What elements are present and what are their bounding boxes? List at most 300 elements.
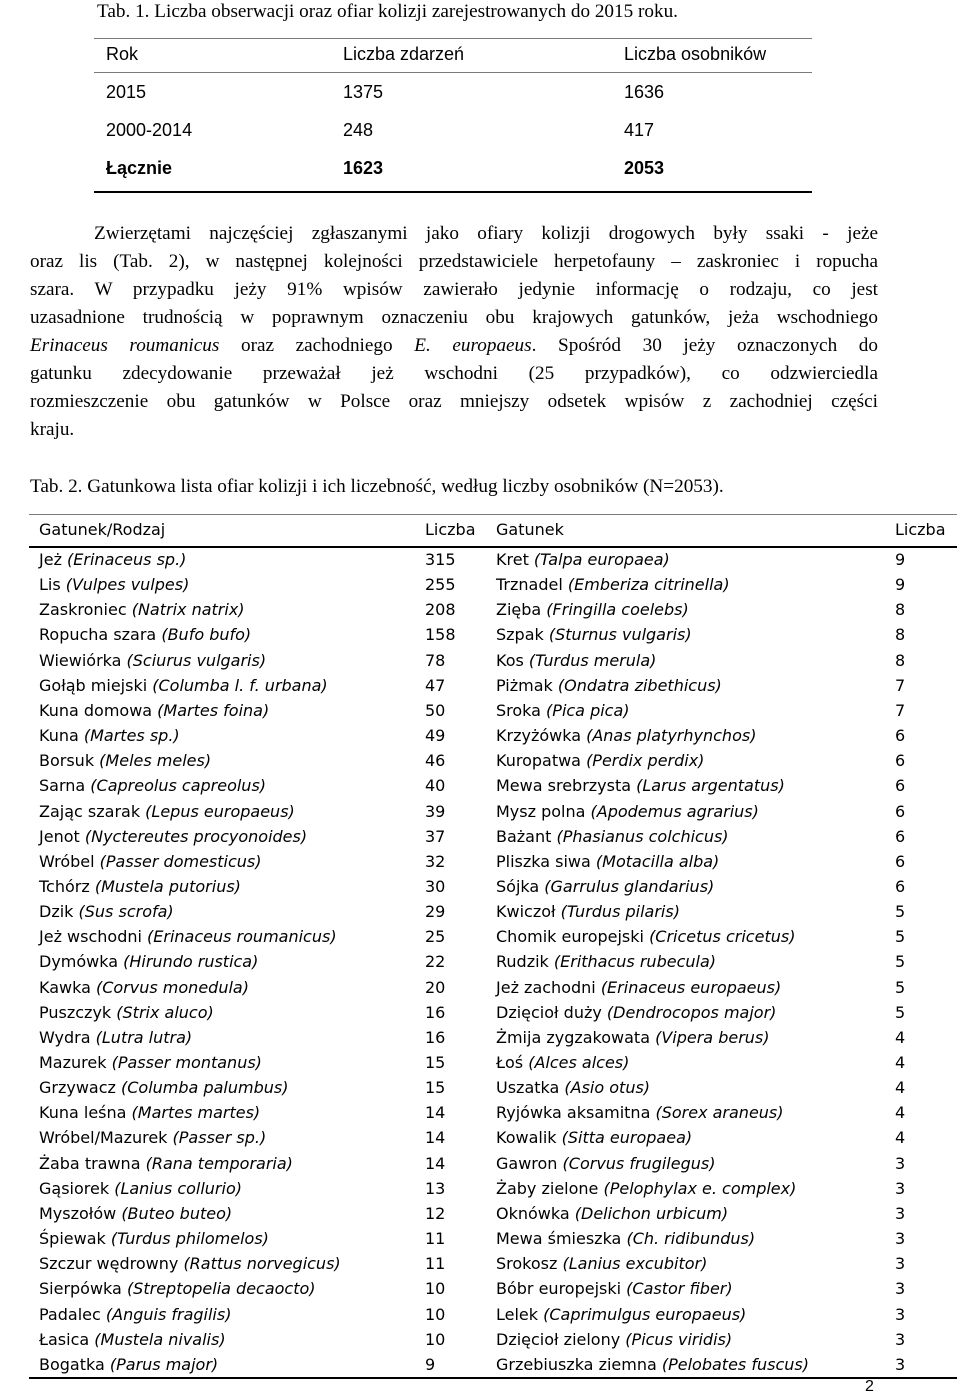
latin-name: Erinaceus roumanicus xyxy=(30,335,220,356)
count-value: 4 xyxy=(895,1128,906,1148)
cell-count-left xyxy=(425,1075,445,1100)
cell-species-right xyxy=(496,1025,770,1050)
cell-species-left xyxy=(39,1226,269,1251)
cell-count-left xyxy=(425,1201,445,1226)
cell-species-left xyxy=(39,1050,262,1075)
count-value: 9 xyxy=(895,550,906,569)
cell-species-left xyxy=(39,1201,232,1226)
latin-name: (Mustela nivalis) xyxy=(94,1329,226,1349)
cell-count-right xyxy=(895,849,905,874)
cell-count-right xyxy=(895,874,905,899)
count-value: 3 xyxy=(895,1203,906,1223)
latin-name: (Buteo buteo) xyxy=(121,1203,233,1223)
count-value: 7 xyxy=(895,675,906,695)
count-value: 3 xyxy=(895,1229,906,1249)
table-row xyxy=(29,1327,957,1352)
cell-species-left xyxy=(39,698,269,723)
paragraph-line: Zwierzętami najczęściej zgłaszanymi jako ofiary kolizji drogowych były ssaki - jeże xyxy=(94,223,878,244)
common-name: Lis xyxy=(39,575,66,595)
cell-species-left xyxy=(39,1100,260,1125)
cell-count-left xyxy=(425,622,456,647)
latin-name: (Erinaceus sp.) xyxy=(67,550,187,569)
latin-name: (Turdus merula) xyxy=(528,650,657,670)
latin-name: (Sciurus vulgaris) xyxy=(126,650,267,670)
count-value: 11 xyxy=(425,1229,446,1249)
latin-name: (Streptopelia decaocto) xyxy=(126,1279,316,1299)
latin-name: (Columba palumbus) xyxy=(121,1078,289,1098)
table1-row-year: 2000-2014 xyxy=(106,120,193,140)
count-value: 6 xyxy=(895,826,906,846)
table2-header-species: Gatunek xyxy=(496,520,564,539)
table2-caption: Tab. 2. Gatunkowa lista ofiar kolizji i ich liczebność, według liczby osobników (N=2053). xyxy=(30,476,724,497)
latin-name: (Emberiza citrinella) xyxy=(567,575,730,595)
latin-name: (Fringilla coelebs) xyxy=(546,600,689,620)
cell-species-left xyxy=(39,648,266,673)
cell-species-right xyxy=(496,547,670,572)
count-value: 4 xyxy=(895,1027,906,1047)
latin-name: (Delichon urbicum) xyxy=(574,1203,729,1223)
cell-count-right xyxy=(895,1075,905,1100)
cell-species-left xyxy=(39,622,251,647)
latin-name: (Martes sp.) xyxy=(83,726,180,746)
count-value: 11 xyxy=(425,1254,446,1274)
table-row xyxy=(29,824,957,849)
latin-name: (Natrix natrix) xyxy=(131,600,245,620)
latin-name: (Capreolus capreolus) xyxy=(90,776,267,796)
cell-species-right xyxy=(496,1075,650,1100)
count-value: 8 xyxy=(895,625,906,645)
table-row xyxy=(29,572,957,597)
common-name: Żaba trawna xyxy=(39,1153,146,1173)
latin-name: (Erinaceus europaeus) xyxy=(600,977,782,997)
count-value: 4 xyxy=(895,1103,906,1123)
latin-name: (Nyctereutes procyonoides) xyxy=(84,826,308,846)
cell-count-right xyxy=(895,899,905,924)
table-row xyxy=(29,924,957,949)
cell-count-right xyxy=(895,1251,905,1276)
cell-count-left xyxy=(425,723,445,748)
cell-count-right xyxy=(895,824,905,849)
cell-count-right xyxy=(895,597,905,622)
common-name: Gawron xyxy=(496,1153,563,1173)
common-name: Kuna leśna xyxy=(39,1103,132,1123)
latin-name: (Motacilla alba) xyxy=(595,851,720,871)
common-name: Kuropatwa xyxy=(496,751,587,771)
cell-species-left xyxy=(39,1125,266,1150)
table-row xyxy=(29,773,957,798)
latin-name: (Anguis fragilis) xyxy=(105,1304,232,1324)
common-name: Sarna xyxy=(39,776,91,796)
cell-count-left xyxy=(425,799,445,824)
common-name: Zięba xyxy=(496,600,547,620)
latin-name: (Ondatra zibethicus) xyxy=(557,675,722,695)
common-name: Jeż wschodni xyxy=(39,927,148,947)
common-name: Zając szarak xyxy=(39,801,146,821)
count-value: 6 xyxy=(895,726,906,746)
table-row xyxy=(29,1151,957,1176)
common-name: Kwiczoł xyxy=(496,902,561,922)
cell-species-left xyxy=(39,874,241,899)
common-name: Kowalik xyxy=(496,1128,562,1148)
latin-name: (Martes martes) xyxy=(131,1103,261,1123)
cell-species-left xyxy=(39,949,258,974)
cell-species-right xyxy=(496,1125,692,1150)
cell-species-left xyxy=(39,799,295,824)
cell-count-right xyxy=(895,924,905,949)
cell-count-left xyxy=(425,773,445,798)
count-value: 9 xyxy=(425,1354,436,1374)
common-name: Jenot xyxy=(39,826,85,846)
cell-species-left xyxy=(39,1176,242,1201)
latin-name: (Passer sp.) xyxy=(172,1128,267,1148)
common-name: Żmija zygzakowata xyxy=(496,1027,656,1047)
cell-species-right xyxy=(496,1176,796,1201)
count-value: 5 xyxy=(895,902,906,922)
cell-count-right xyxy=(895,1352,905,1377)
common-name: Chomik europejski xyxy=(496,927,650,947)
latin-name: (Rattus norvegicus) xyxy=(183,1254,341,1274)
cell-count-right xyxy=(895,622,905,647)
cell-species-right xyxy=(496,698,630,723)
latin-name: (Martes foina) xyxy=(157,700,270,720)
cell-count-left xyxy=(425,1050,445,1075)
cell-count-right xyxy=(895,572,905,597)
common-name: Zaskroniec xyxy=(39,600,132,620)
latin-name: (Pica pica) xyxy=(546,700,630,720)
cell-species-left xyxy=(39,723,180,748)
cell-count-left xyxy=(425,1176,445,1201)
latin-name: (Alces alces) xyxy=(528,1053,630,1072)
latin-name: (Picus viridis) xyxy=(625,1329,733,1349)
cell-count-right xyxy=(895,975,905,1000)
count-value: 16 xyxy=(425,1027,446,1047)
cell-count-left xyxy=(425,1352,435,1377)
common-name: Bóbr europejski xyxy=(496,1279,627,1299)
cell-count-left xyxy=(425,1276,445,1301)
table-row xyxy=(29,1000,957,1025)
latin-name: (Corvus frugilegus) xyxy=(562,1153,716,1173)
paragraph-line: szara. W przypadku jeży 91% wpisów zawierało jedynie informację o rodzaju, co jest xyxy=(30,279,878,300)
cell-species-left xyxy=(39,1000,214,1025)
common-name: Srokosz xyxy=(496,1254,563,1274)
latin-name: (Parus major) xyxy=(109,1354,219,1374)
table1-top-rule xyxy=(94,38,812,39)
latin-name: (Cricetus cricetus) xyxy=(649,927,796,947)
common-name: Grzywacz xyxy=(39,1078,122,1098)
common-name: Kuna xyxy=(39,726,84,746)
cell-species-left xyxy=(39,924,337,949)
cell-species-right xyxy=(496,723,756,748)
common-name: Bażant xyxy=(496,826,557,846)
count-value: 6 xyxy=(895,851,906,871)
table2-header-count: Liczba xyxy=(895,520,946,539)
common-name: Rudzik xyxy=(496,952,554,972)
latin-name: (Bufo bufo) xyxy=(161,625,252,645)
table2-bottom-rule xyxy=(29,1377,957,1379)
cell-count-right xyxy=(895,723,905,748)
table1-row-events: 248 xyxy=(343,120,374,140)
latin-name: (Dendrocopos major) xyxy=(606,1002,777,1022)
cell-count-right xyxy=(895,1151,905,1176)
latin-name: (Passer domesticus) xyxy=(99,851,262,871)
count-value: 30 xyxy=(425,876,446,896)
cell-species-right xyxy=(496,748,704,773)
common-name: Ryjówka aksamitna xyxy=(496,1103,656,1123)
cell-species-right xyxy=(496,824,729,849)
cell-count-right xyxy=(895,1327,905,1352)
cell-species-left xyxy=(39,547,186,572)
table1-row-events: 1375 xyxy=(343,82,384,102)
count-value: 49 xyxy=(425,726,446,746)
cell-count-right xyxy=(895,799,905,824)
cell-count-left xyxy=(425,874,445,899)
count-value: 3 xyxy=(895,1178,906,1198)
cell-count-right xyxy=(895,949,905,974)
common-name: Szczur wędrowny xyxy=(39,1254,184,1274)
table-row xyxy=(29,597,957,622)
cell-species-right xyxy=(496,773,785,798)
cell-species-left xyxy=(39,1025,192,1050)
count-value: 7 xyxy=(895,700,906,720)
cell-count-left xyxy=(425,1327,445,1352)
latin-name: (Garrulus glandarius) xyxy=(544,876,715,896)
table-row xyxy=(29,949,957,974)
cell-species-left xyxy=(39,773,266,798)
table-row xyxy=(29,1050,957,1075)
latin-name: (Vulpes vulpes) xyxy=(65,575,190,595)
count-value: 12 xyxy=(425,1203,446,1223)
cell-species-right xyxy=(496,1352,809,1377)
cell-species-left xyxy=(39,975,249,1000)
common-name: Sroka xyxy=(496,700,547,720)
table-row xyxy=(29,1176,957,1201)
cell-count-left xyxy=(425,1251,445,1276)
cell-species-right xyxy=(496,924,795,949)
paragraph-line: gatunku zdecydowanie przeważał jeż wschodni (25 przypadków), co odzwierciedla xyxy=(30,363,878,384)
count-value: 50 xyxy=(425,700,446,720)
latin-name: (Sorex araneus) xyxy=(655,1103,784,1123)
common-name: Pliszka siwa xyxy=(496,851,596,871)
paragraph-line: rozmieszczenie obu gatunków w Polsce oraz mniejszy odsetek wpisów z zachodniej części xyxy=(30,391,878,412)
cell-species-left xyxy=(39,1302,231,1327)
table-row xyxy=(29,1025,957,1050)
paragraph-line-species xyxy=(30,332,878,360)
common-name: Wydra xyxy=(39,1027,96,1047)
common-name: Szpak xyxy=(496,625,549,645)
common-name: Mazurek xyxy=(39,1053,112,1072)
cell-count-right xyxy=(895,1025,905,1050)
latin-name: (Vipera berus) xyxy=(655,1027,770,1047)
latin-name: (Anas platyrhynchos) xyxy=(586,726,757,746)
paragraph-line: oraz lis (Tab. 2), w następnej kolejności przedstawiciele herpetofauny – zaskroniec i ropucha xyxy=(30,251,878,272)
cell-species-left xyxy=(39,1352,218,1377)
cell-species-right xyxy=(496,975,781,1000)
cell-count-right xyxy=(895,1302,905,1327)
table-row xyxy=(29,1251,957,1276)
table1-total-individuals: 2053 xyxy=(624,158,665,178)
count-value: 39 xyxy=(425,801,446,821)
cell-count-left xyxy=(425,748,445,773)
cell-species-left xyxy=(39,673,328,698)
cell-count-left xyxy=(425,924,445,949)
cell-count-left xyxy=(425,1025,445,1050)
body-paragraph xyxy=(30,220,878,444)
cell-count-left xyxy=(425,1100,445,1125)
count-value: 10 xyxy=(425,1279,446,1299)
count-value: 14 xyxy=(425,1103,446,1123)
common-name: Mysz polna xyxy=(496,801,591,821)
common-name: Kuna domowa xyxy=(39,700,158,720)
table1-total-events: 1623 xyxy=(343,158,384,178)
count-value: 14 xyxy=(425,1128,446,1148)
count-value: 4 xyxy=(895,1078,906,1098)
table-row xyxy=(29,799,957,824)
table-row xyxy=(29,547,957,572)
count-value: 158 xyxy=(425,625,456,645)
latin-name: (Sitta europaea) xyxy=(561,1128,693,1148)
common-name: Gołąb miejski xyxy=(39,675,153,695)
count-value: 315 xyxy=(425,550,456,569)
common-name: Mewa śmieszka xyxy=(496,1229,627,1249)
cell-species-left xyxy=(39,849,261,874)
table2-top-rule xyxy=(29,514,957,515)
table1-row-individuals: 417 xyxy=(624,120,655,140)
cell-count-right xyxy=(895,673,905,698)
table-row xyxy=(29,622,957,647)
cell-species-right xyxy=(496,1050,629,1075)
common-name: Dymówka xyxy=(39,952,124,972)
latin-name: (Castor fiber) xyxy=(626,1279,733,1299)
common-name: Piżmak xyxy=(496,675,558,695)
table-row xyxy=(29,899,957,924)
count-value: 6 xyxy=(895,876,906,896)
cell-species-right xyxy=(496,648,656,673)
count-value: 3 xyxy=(895,1354,906,1374)
count-value: 6 xyxy=(895,776,906,796)
cell-species-left xyxy=(39,899,174,924)
latin-name: (Erinaceus roumanicus) xyxy=(147,927,337,947)
cell-count-right xyxy=(895,773,905,798)
common-name: Grzebiuszka ziemna xyxy=(496,1354,662,1374)
count-value: 22 xyxy=(425,952,446,972)
cell-species-right xyxy=(496,1000,776,1025)
common-name: Łasica xyxy=(39,1329,95,1349)
cell-count-right xyxy=(895,1100,905,1125)
page-number: 2 xyxy=(865,1378,874,1395)
table-row xyxy=(29,849,957,874)
count-value: 8 xyxy=(895,650,906,670)
count-value: 6 xyxy=(895,751,906,771)
table1-header-year: Rok xyxy=(106,44,139,64)
common-name: Kos xyxy=(496,650,529,670)
cell-count-right xyxy=(895,1201,905,1226)
cell-species-right xyxy=(496,949,716,974)
table2-header-species-genus: Gatunek/Rodzaj xyxy=(39,520,166,539)
cell-species-right xyxy=(496,1100,784,1125)
cell-count-left xyxy=(425,547,456,572)
common-name: Dzięcioł zielony xyxy=(496,1329,626,1349)
paragraph-fragment: oraz zachodniego xyxy=(219,335,415,356)
latin-name: (Lepus europaeus) xyxy=(145,801,295,821)
count-value: 3 xyxy=(895,1254,906,1274)
table-row xyxy=(29,648,957,673)
count-value: 29 xyxy=(425,902,446,922)
count-value: 78 xyxy=(425,650,446,670)
cell-count-left xyxy=(425,597,456,622)
count-value: 8 xyxy=(895,600,906,620)
cell-species-right xyxy=(496,1151,715,1176)
table1 xyxy=(94,38,812,193)
common-name: Jeż xyxy=(39,550,68,569)
latin-name: (Asio otus) xyxy=(564,1078,651,1098)
cell-count-right xyxy=(895,648,905,673)
count-value: 16 xyxy=(425,1002,446,1022)
table-row xyxy=(29,975,957,1000)
cell-count-left xyxy=(425,648,445,673)
latin-name: (Caprimulgus europaeus) xyxy=(543,1304,747,1324)
table1-row-year: 2015 xyxy=(106,82,147,102)
cell-count-right xyxy=(895,1125,905,1150)
cell-species-right xyxy=(496,1226,755,1251)
count-value: 15 xyxy=(425,1053,446,1072)
cell-species-right xyxy=(496,1251,707,1276)
common-name: Ropucha szara xyxy=(39,625,162,645)
table-row xyxy=(29,723,957,748)
cell-count-left xyxy=(425,849,445,874)
count-value: 25 xyxy=(425,927,446,947)
cell-species-right xyxy=(496,1201,728,1226)
table1-header-rule xyxy=(94,72,812,73)
count-value: 3 xyxy=(895,1329,906,1349)
latin-name: (Mustela putorius) xyxy=(94,876,241,896)
count-value: 10 xyxy=(425,1329,446,1349)
count-value: 46 xyxy=(425,751,446,771)
common-name: Krzyżówka xyxy=(496,726,587,746)
cell-species-left xyxy=(39,824,307,849)
count-value: 32 xyxy=(425,851,446,871)
common-name: Uszatka xyxy=(496,1078,565,1098)
latin-name: (Rana temporaria) xyxy=(145,1153,293,1173)
cell-species-right xyxy=(496,1302,746,1327)
table-row xyxy=(29,748,957,773)
cell-species-left xyxy=(39,1075,288,1100)
cell-species-left xyxy=(39,572,189,597)
common-name: Bogatka xyxy=(39,1354,110,1374)
count-value: 5 xyxy=(895,952,906,972)
count-value: 13 xyxy=(425,1178,446,1198)
cell-species-left xyxy=(39,748,211,773)
cell-count-right xyxy=(895,1176,905,1201)
cell-species-left xyxy=(39,597,245,622)
table1-header-events: Liczba zdarzeń xyxy=(343,44,465,64)
count-value: 6 xyxy=(895,801,906,821)
latin-name: E. europaeus xyxy=(414,335,532,356)
cell-count-left xyxy=(425,1125,445,1150)
latin-name: (Erithacus rubecula) xyxy=(553,952,716,972)
cell-species-right xyxy=(496,899,680,924)
cell-count-right xyxy=(895,1000,905,1025)
common-name: Kawka xyxy=(39,977,96,997)
latin-name: (Strix aluco) xyxy=(116,1002,214,1022)
count-value: 3 xyxy=(895,1153,906,1173)
count-value: 255 xyxy=(425,575,456,595)
count-value: 37 xyxy=(425,826,446,846)
cell-count-left xyxy=(425,899,445,924)
common-name: Myszołów xyxy=(39,1203,122,1223)
table1-caption: Tab. 1. Liczba obserwacji oraz ofiar kolizji zarejestrowanych do 2015 roku. xyxy=(97,1,678,22)
table-row xyxy=(29,1276,957,1301)
common-name: Kret xyxy=(496,550,534,569)
